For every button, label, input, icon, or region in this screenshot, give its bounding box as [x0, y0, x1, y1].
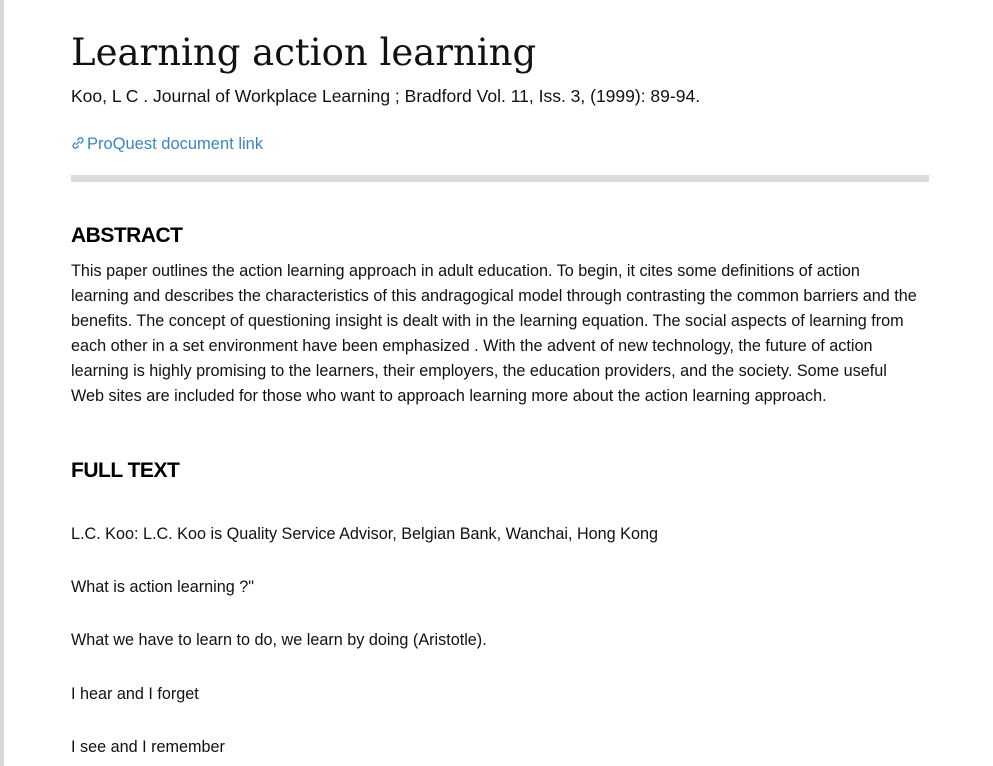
abstract-heading: ABSTRACT — [71, 224, 183, 247]
section-divider — [71, 175, 929, 182]
full-text-paragraph: What we have to learn to do, we learn by doing (Aristotle). — [71, 631, 487, 649]
full-text-paragraph: I hear and I forget — [71, 685, 199, 703]
full-text-paragraph: L.C. Koo: L.C. Koo is Quality Service Advisor, Belgian Bank, Wanchai, Hong Kong — [71, 525, 658, 543]
abstract-text: This paper outlines the action learning approach in adult education. To begin, it cites some definitions of action learning and describes the characteristics of this andragogical model through contrasting the common barriers and the benefits. The concept of questioning insight is dealt with in the learning equation. The social aspects of learning from each other in a set environment have been emphasized . With the advent of new technology, the future of action learning is highly promising to the learners, their employers, the education providers, and the society. Some useful Web sites are included for those who want to approach learning more about the action learning approach. — [71, 262, 917, 405]
citation-line: Koo, L C . Journal of Workplace Learning ; Bradford Vol. 11, Iss. 3, (1999): 89-94. — [71, 86, 701, 106]
full-text-heading: FULL TEXT — [71, 459, 180, 482]
chain-link-icon — [71, 136, 85, 150]
full-text-paragraph: I see and I remember — [71, 738, 225, 756]
full-text-paragraph: What is action learning ?" — [71, 578, 255, 596]
proquest-document-link-label: ProQuest document link — [87, 135, 264, 153]
document-title: Learning action learning — [71, 31, 537, 74]
proquest-document-link[interactable] — [71, 134, 263, 154]
page-left-border — [0, 0, 4, 766]
